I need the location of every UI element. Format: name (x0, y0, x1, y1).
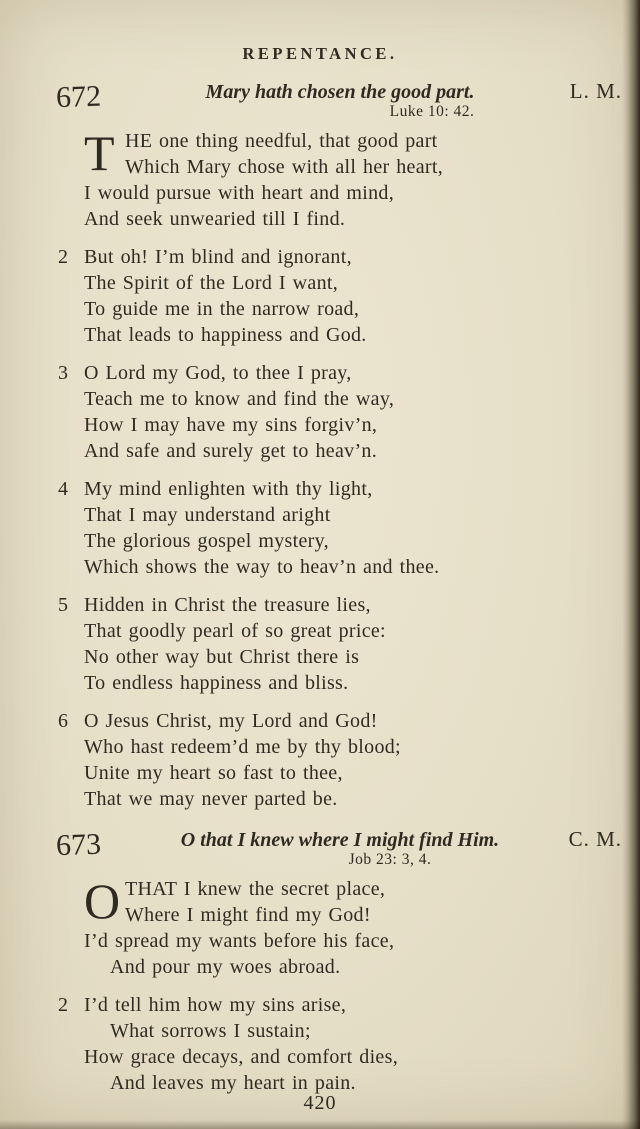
verse-line: And leaves my heart in pain. (110, 1071, 356, 1094)
verse-1 (84, 872, 620, 980)
verse-line: HE one thing needful, that good part (125, 129, 438, 152)
verse-line: Teach me to know and find the way, (84, 387, 395, 410)
hymn-body (58, 872, 620, 1096)
verse-number: 2 (58, 993, 69, 1016)
hymn-body (58, 124, 620, 812)
verse-4 (58, 476, 620, 580)
verse-line: Where I might find my God! (125, 903, 371, 926)
verse-line: Unite my heart so fast to thee, (84, 761, 343, 784)
hymn-title: O that I knew where I might find Him. (180, 828, 500, 851)
hymn-672-heading (0, 80, 640, 121)
verse-line: Who hast redeem’d me by thy blood; (84, 735, 401, 758)
verse-line: Which shows the way to heav’n and thee. (84, 555, 440, 578)
verse-number: 3 (58, 361, 69, 384)
drop-cap: T (84, 124, 115, 181)
verse-number: 4 (58, 477, 69, 500)
verse-line: No other way but Christ there is (84, 645, 360, 668)
verse-line: I’d tell him how my sins arise, (84, 993, 347, 1016)
hymn-673-heading (0, 828, 640, 869)
verse-1 (84, 124, 620, 232)
page-bottom-shadow (0, 1120, 640, 1129)
verse-line: And pour my woes abroad. (110, 955, 341, 978)
page-edge-shadow (622, 0, 640, 1129)
verse-line: That we may never parted be. (84, 787, 338, 810)
verse-line: I’d spread my wants before his face, (84, 929, 395, 952)
title-block (120, 828, 560, 869)
verse-line: How I may have my sins forgiv’n, (84, 413, 378, 436)
hymn-meter: C. M. (568, 826, 622, 851)
verse-line: That leads to happiness and God. (84, 323, 367, 346)
verse-5 (58, 592, 620, 696)
verse-number: 6 (58, 709, 69, 732)
running-header: REPENTANCE. (242, 44, 398, 63)
title-block (120, 80, 560, 121)
verse-2 (58, 244, 620, 348)
hymn-meter: L. M. (569, 79, 622, 103)
verse-line: THAT I knew the secret place, (125, 877, 386, 900)
scripture-reference: Job 23: 3, 4. (348, 850, 432, 868)
verse-line: To endless happiness and bliss. (84, 671, 349, 694)
verse-line: O Lord my God, to thee I pray, (84, 361, 352, 384)
verse-line: How grace decays, and comfort dies, (84, 1045, 398, 1068)
drop-cap: O (84, 872, 121, 929)
verse-number: 5 (58, 593, 69, 616)
verse-line: I would pursue with heart and mind, (84, 181, 394, 204)
verse-line: The Spirit of the Lord I want, (84, 271, 339, 294)
verse-line: Hidden in Christ the treasure lies, (84, 593, 371, 616)
verse-3 (58, 360, 620, 464)
hymn-number: 672 (55, 79, 102, 115)
verse-line: Which Mary chose with all her heart, (125, 155, 444, 178)
verse-2 (58, 992, 620, 1096)
verse-line: O Jesus Christ, my Lord and God! (84, 709, 378, 732)
page-number: 420 (303, 1092, 337, 1114)
verse-line: To guide me in the narrow road, (84, 297, 360, 320)
hymn-673 (0, 828, 640, 1096)
verse-number: 2 (58, 245, 69, 268)
scripture-reference: Luke 10: 42. (389, 103, 475, 120)
verse-line: My mind enlighten with thy light, (84, 477, 373, 500)
verse-line: And safe and surely get to heav’n. (84, 439, 377, 462)
hymn-title: Mary hath chosen the good part. (205, 81, 475, 103)
verse-line: The glorious gospel mystery, (84, 529, 329, 552)
verse-line: But oh! I’m blind and ignorant, (84, 245, 352, 268)
verse-6 (58, 708, 620, 812)
verse-line: That I may understand aright (84, 503, 331, 526)
verse-line: That goodly pearl of so great price: (84, 619, 386, 642)
verse-line: What sorrows I sustain; (110, 1019, 311, 1042)
hymn-number: 673 (55, 827, 102, 862)
hymn-672 (0, 80, 640, 812)
verse-line: And seek unwearied till I find. (84, 207, 346, 230)
